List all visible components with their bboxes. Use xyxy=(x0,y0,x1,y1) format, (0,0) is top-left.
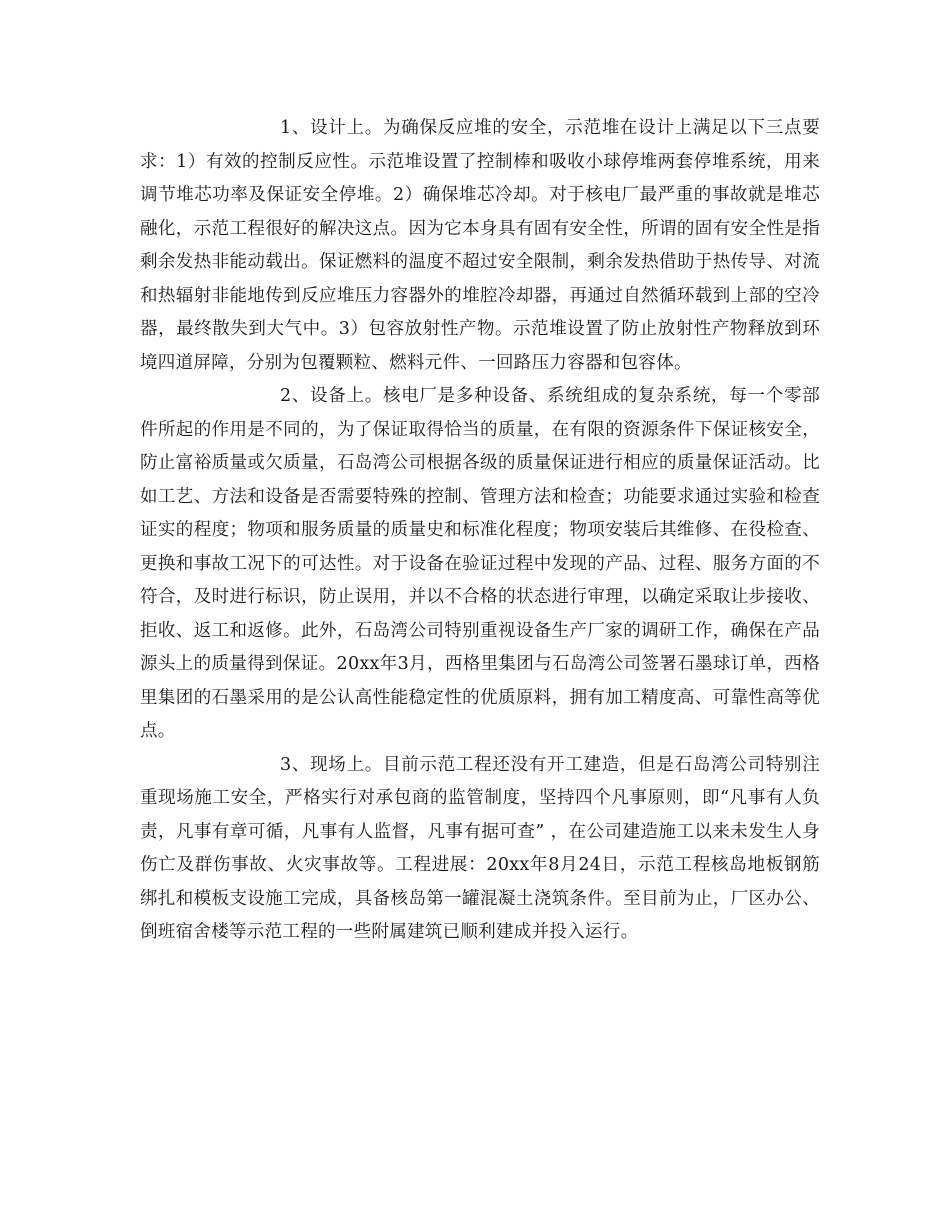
paragraph-design: 1、设计上。为确保反应堆的安全，示范堆在设计上满足以下三点要求：1）有效的控制反应性。示范堆设置了控制棒和吸收小球停堆两套停堆系统，用来调节堆芯功率及保证安全停堆。2）确保堆芯冷却。对于核电厂最严重的事故就是堆芯融化，示范工程很好的解决这点。因为它本身具有固有安全性，所谓的固有安全性是指剩余发热非能动载出。保证燃料的温度不超过安全限制，剩余发热借助于热传导、对流和热辐射非能地传到反应堆压力容器外的堆腔冷却器，再通过自然循环载到上部的空冷器，最终散失到大气中。3）包容放射性产物。示范堆设置了防止放射性产物释放到环境四道屏障，分别为包覆颗粒、燃料元件、一回路压力容器和包容体。 xyxy=(140,118,820,373)
document-body xyxy=(140,112,820,950)
paragraph-equipment: 2、设备上。核电厂是多种设备、系统组成的复杂系统，每一个零部件所起的作用是不同的，为了保证取得恰当的质量，在有限的资源条件下保证核安全，防止富裕质量或欠质量，石岛湾公司根据各级的质量保证进行相应的质量保证活动。比如工艺、方法和设备是否需要特殊的控制、管理方法和检查；功能要求通过实验和检查证实的程度；物项和服务质量的质量史和标准化程度；物项安装后其维修、在役检查、更换和事故工况下的可达性。对于设备在验证过程中发现的产品、过程、服务方面的不符合，及时进行标识，防止误用，并以不合格的状态进行审理，以确定采取让步接收、拒收、返工和返修。此外，石岛湾公司特别重视设备生产厂家的调研工作，确保在产品源头上的质量得到保证。20xx年3月，西格里集团与石岛湾公司签署石墨球订单，西格里集团的石墨采用的是公认高性能稳定性的优质原料，拥有加工精度高、可靠性高等优点。 xyxy=(140,386,820,741)
paragraph-site: 3、现场上。目前示范工程还没有开工建造，但是石岛湾公司特别注重现场施工安全，严格实行对承包商的监管制度，坚持四个凡事原则，即“凡事有人负责，凡事有章可循，凡事有人监督，凡事有据可查” ，在公司建造施工以来未发生人身伤亡及群伤事故、火灾事故等。工程进展：20xx年8月24日，示范工程核岛地板钢筋绑扎和模板支设施工完成，具备核岛第一罐混凝土浇筑条件。至目前为止，厂区办公、倒班宿舍楼等示范工程的一些附属建筑已顺利建成并投入运行。 xyxy=(140,754,820,942)
